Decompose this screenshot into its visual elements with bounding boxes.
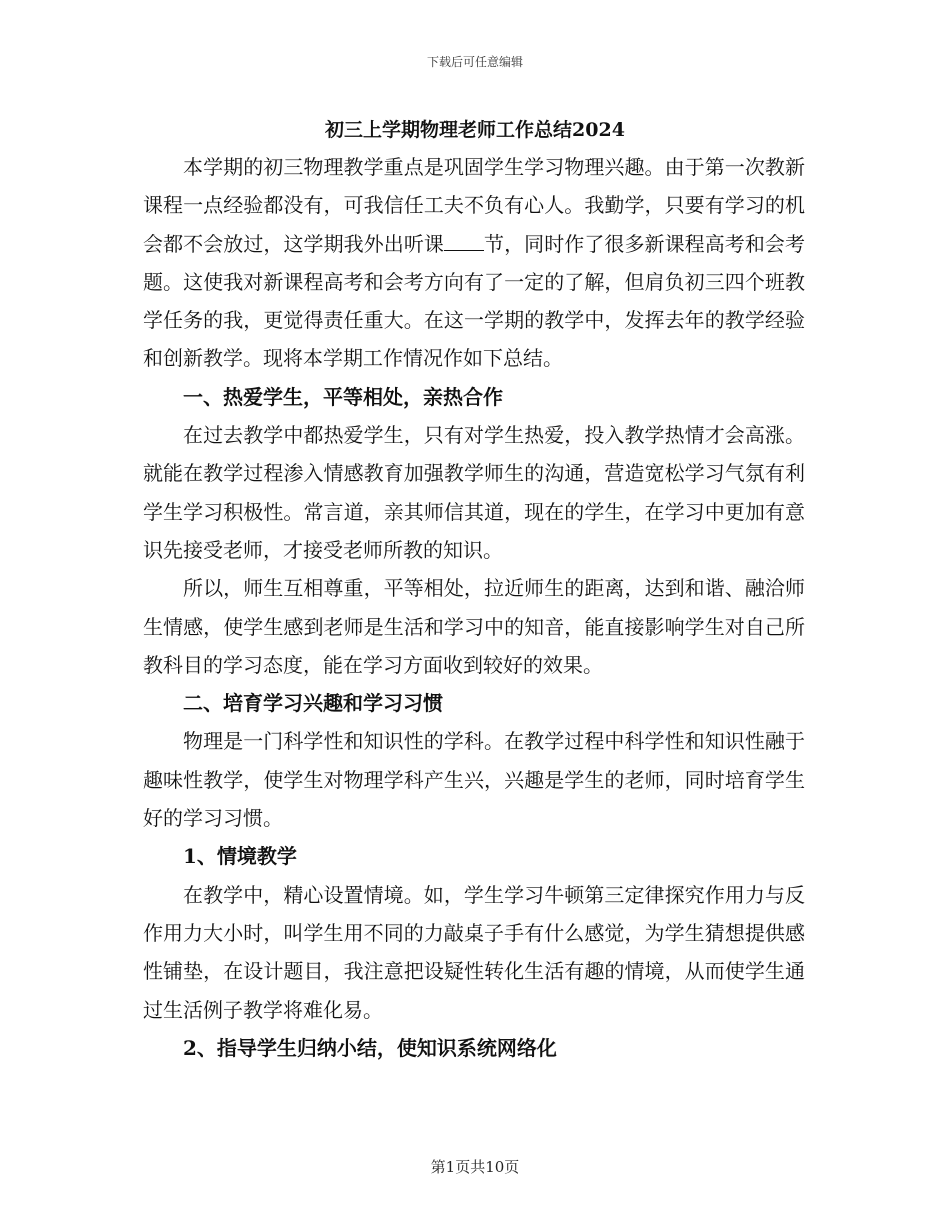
- section1-paragraph-1: 在过去教学中都热爱学生，只有对学生热爱，投入教学热情才会高涨。就能在教学过程渗入情感教育加强教学师生的沟通，营造宽松学习气氛有利学生学习积极性。常言道，亲其师信其道，现在的学生，在学习中更加有意识先接受老师，才接受老师所教的知识。: [143, 423, 805, 562]
- document-body: [143, 148, 805, 1067]
- fill-blank: [444, 232, 484, 251]
- document-title: 初三上学期物理老师工作总结2024: [325, 119, 625, 141]
- section1-paragraph-2: 所以，师生互相尊重，平等相处，拉近师生的距离，达到和谐、融洽师生情感，使学生感到老师是生活和学习中的知音，能直接影响学生对自己所教科目的学习态度，能在学习方面收到较好的效果。: [143, 576, 805, 677]
- page-footer: 第1页共10页: [430, 1158, 520, 1176]
- page-header: 下载后可任意编辑: [426, 55, 523, 69]
- intro-text-part2: 节，同时作了很多新课程高考和会考题。这使我对新课程高考和会考方向有了一定的了解，但肩负初三四个班教学任务的我，更觉得责任重大。在这一学期的教学中，发挥去年的教学经验和创新教学。现将本学期工作情况作如下总结。: [143, 231, 806, 371]
- section2-heading: 二、培育学习兴趣和学习习惯: [183, 691, 443, 716]
- subsection2-heading: 2、指导学生归纳小结，使知识系统网络化: [183, 1035, 557, 1060]
- subsection1-paragraph: 在教学中，精心设置情境。如，学生学习牛顿第三定律探究作用力与反作用力大小时，叫学生用不同的力敲桌子手有什么感觉，为学生猜想提供感性铺垫，在设计题目，我注意把设疑性转化生活有趣的情境，从而使学生通过生活例子教学将难化易。: [143, 882, 805, 1022]
- subsection1-heading: 1、情境教学: [183, 844, 297, 869]
- section2-paragraph: 物理是一门科学性和知识性的学科。在教学过程中科学性和知识性融于趣味性教学，使学生对物理学科产生兴，兴趣是学生的老师，同时培育学生好的学习习惯。: [143, 729, 805, 831]
- section1-heading: 一、热爱学生，平等相处，亲热合作: [183, 384, 503, 409]
- intro-text-part1: 本学期的初三物理教学重点是巩固学生学习物理兴趣。由于第一次教新课程一点经验都没有，可我信任工夫不负有心人。我勤学，只要有学习的机会都不会放过，这学期我外出听课: [143, 155, 805, 256]
- intro-paragraph: [143, 148, 805, 378]
